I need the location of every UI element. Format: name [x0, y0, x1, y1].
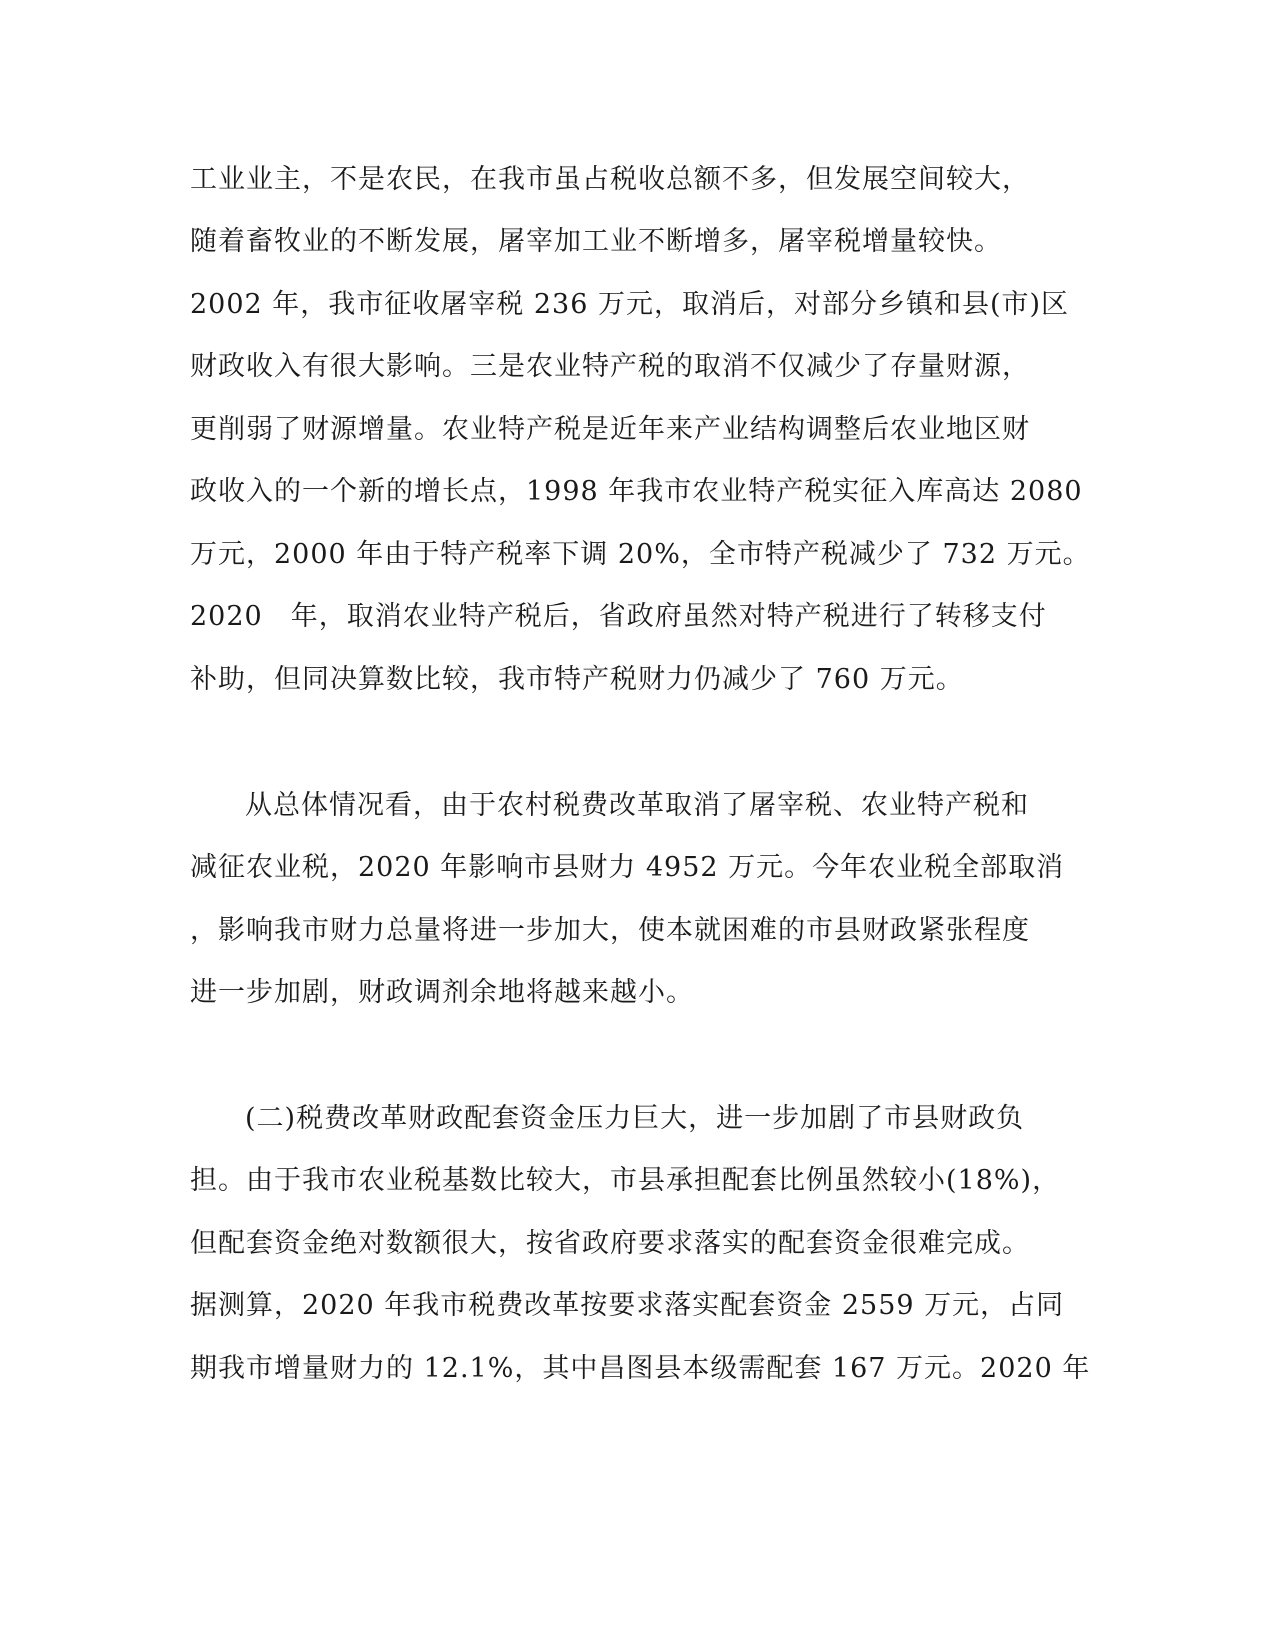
- text-line: 政收入的一个新的增长点，1998 年我市农业特产税实征入库高达 2080: [190, 476, 1083, 507]
- text-line: 随着畜牧业的不断发展，屠宰加工业不断增多，屠宰税增量较快。: [190, 226, 1002, 257]
- text-line: ，影响我市财力总量将进一步加大，使本就困难的市县财政紧张程度: [190, 915, 1030, 946]
- text-line: 2020 年，取消农业特产税后，省政府虽然对特产税进行了转移支付: [190, 601, 1047, 632]
- text-line: 期我市增量财力的 12.1%，其中昌图县本级需配套 167 万元。2020 年: [190, 1353, 1091, 1384]
- text-line: 从总体情况看，由于农村税费改革取消了屠宰税、农业特产税和: [245, 790, 1029, 821]
- text-line: (二)税费改革财政配套资金压力巨大，进一步加剧了市县财政负: [245, 1103, 1025, 1134]
- text-line: 工业业主，不是农民，在我市虽占税收总额不多，但发展空间较大，: [190, 164, 1030, 195]
- text-line: 补助，但同决算数比较，我市特产税财力仍减少了 760 万元。: [190, 664, 964, 695]
- text-line: 减征农业税，2020 年影响市县财力 4952 万元。今年农业税全部取消: [190, 852, 1065, 883]
- text-line: 2002 年，我市征收屠宰税 236 万元，取消后，对部分乡镇和县(市)区: [190, 289, 1070, 320]
- text-line: 万元，2000 年由于特产税率下调 20%，全市特产税减少了 732 万元。: [190, 539, 1091, 570]
- text-line: 进一步加剧，财政调剂余地将越来越小。: [190, 977, 694, 1008]
- text-line: 更削弱了财源增量。农业特产税是近年来产业结构调整后农业地区财: [190, 414, 1030, 445]
- text-line: 担。由于我市农业税基数比较大，市县承担配套比例虽然较小(18%)，: [190, 1165, 1061, 1196]
- text-line: 财政收入有很大影响。三是农业特产税的取消不仅减少了存量财源，: [190, 351, 1030, 382]
- text-line: 据测算，2020 年我市税费改革按要求落实配套资金 2559 万元，占同: [190, 1290, 1065, 1321]
- text-line: 但配套资金绝对数额很大，按省政府要求落实的配套资金很难完成。: [190, 1228, 1030, 1259]
